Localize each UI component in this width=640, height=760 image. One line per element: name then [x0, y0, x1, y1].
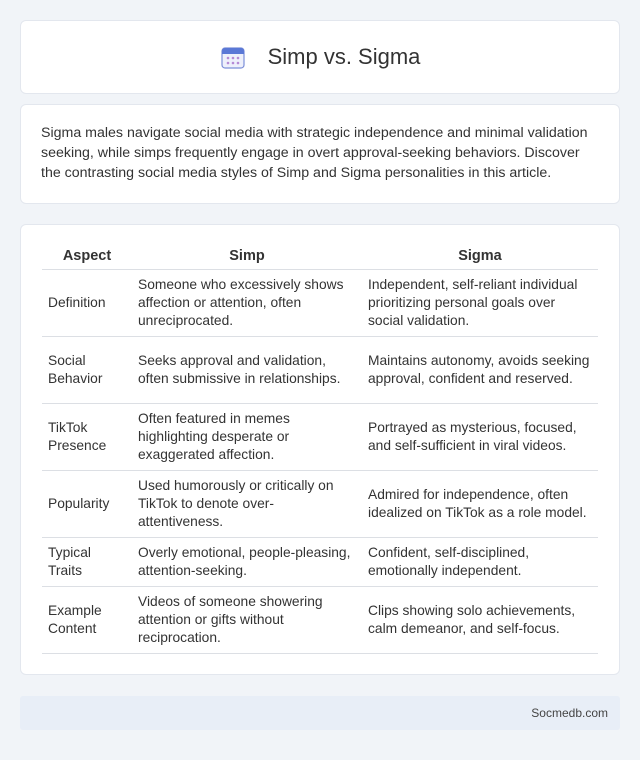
table-row: [42, 337, 598, 404]
footer: [20, 696, 620, 730]
header-simp: Simp: [132, 243, 362, 270]
table-row: [42, 471, 598, 538]
cell-aspect: Example Content: [42, 587, 132, 654]
header-sigma: Sigma: [362, 243, 598, 270]
cell-sigma: Portrayed as mysterious, focused, and self-sufficient in viral videos.: [362, 404, 598, 471]
cell-sigma: Admired for independence, often idealized on TikTok as a role model.: [362, 471, 598, 538]
cell-sigma: Confident, self-disciplined, emotionally independent.: [362, 538, 598, 587]
footer-site-link[interactable]: Socmedb.com: [531, 706, 608, 720]
cell-simp: Often featured in memes highlighting desperate or exaggerated affection.: [132, 404, 362, 471]
calendar-icon: [220, 44, 246, 70]
title-card: [20, 20, 620, 94]
cell-sigma: Clips showing solo achievements, calm demeanor, and self-focus.: [362, 587, 598, 654]
cell-simp: Overly emotional, people-pleasing, attention-seeking.: [132, 538, 362, 587]
cell-simp: Seeks approval and validation, often submissive in relationships.: [132, 337, 362, 404]
cell-aspect: Social Behavior: [42, 337, 132, 404]
cell-aspect: Popularity: [42, 471, 132, 538]
table-row: [42, 587, 598, 654]
cell-simp: Used humorously or critically on TikTok to denote over-attentiveness.: [132, 471, 362, 538]
intro-text: Sigma males navigate social media with strategic independence and minimal validation seeking, while simps frequently engage in overt approval-seeking behaviors. Discover the contrasting social media styles of Simp and Sigma personalities in this article.: [41, 125, 588, 181]
comparison-card: [20, 224, 620, 675]
table-row: [42, 404, 598, 471]
comparison-table: [42, 243, 598, 654]
cell-aspect: Definition: [42, 270, 132, 337]
page-title: Simp vs. Sigma: [267, 44, 421, 69]
header-aspect: Aspect: [42, 243, 132, 270]
table-row: [42, 538, 598, 587]
table-header-row: [42, 243, 598, 270]
cell-aspect: TikTok Presence: [42, 404, 132, 471]
cell-simp: Videos of someone showering attention or gifts without reciprocation.: [132, 587, 362, 654]
cell-sigma: Maintains autonomy, avoids seeking approval, confident and reserved.: [362, 337, 598, 404]
cell-simp: Someone who excessively shows affection or attention, often unreciprocated.: [132, 270, 362, 337]
cell-sigma: Independent, self-reliant individual prioritizing personal goals over social validation.: [362, 270, 598, 337]
cell-aspect: Typical Traits: [42, 538, 132, 587]
table-row: [42, 270, 598, 337]
intro-card: [20, 104, 620, 204]
